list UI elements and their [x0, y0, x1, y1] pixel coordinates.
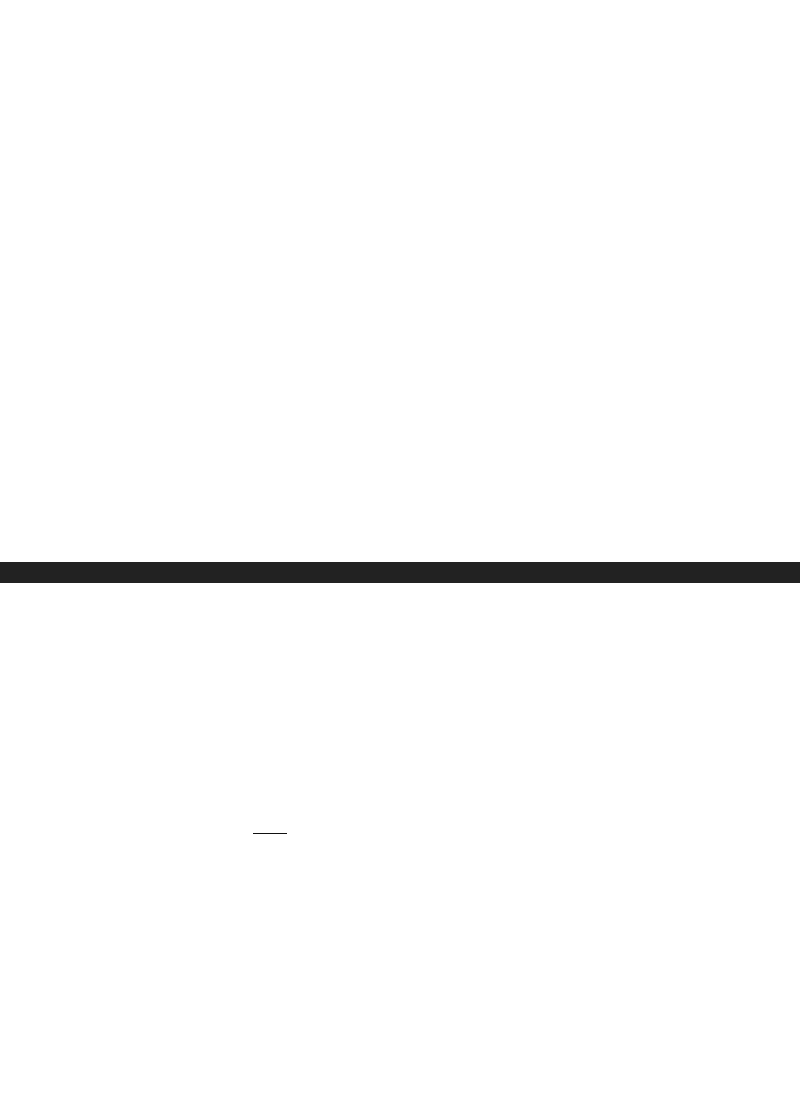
- page-bottom: [0, 583, 800, 1098]
- page-divider: [0, 562, 800, 583]
- citation-header: [251, 816, 291, 840]
- citation-blank: [253, 819, 287, 834]
